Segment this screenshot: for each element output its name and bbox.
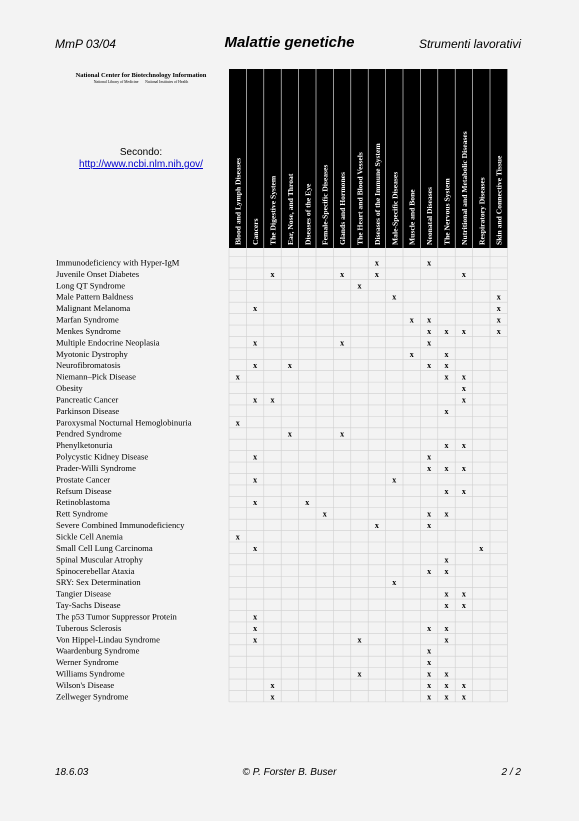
header-course-code: MmP 03/04 — [55, 37, 116, 51]
category-mark: x — [461, 601, 466, 611]
category-mark: x — [427, 338, 432, 348]
category-mark: x — [444, 692, 449, 702]
category-mark: x — [496, 304, 501, 314]
category-mark: x — [235, 418, 240, 428]
table-row — [56, 394, 466, 404]
table-row — [56, 417, 240, 427]
table-row — [56, 474, 396, 484]
table-row — [56, 600, 466, 610]
category-mark: x — [427, 315, 432, 325]
category-label: Skin and Connective Tissue — [494, 155, 504, 245]
table-row — [56, 452, 431, 462]
category-mark: x — [444, 349, 449, 359]
table-row — [56, 554, 449, 564]
category-mark: x — [444, 589, 449, 599]
disease-name: Pancreatic Cancer — [56, 394, 119, 405]
category-mark: x — [444, 372, 449, 382]
category-label: Cancers — [251, 218, 261, 245]
category-label: Glands and Hormones — [338, 171, 348, 245]
category-mark: x — [322, 509, 327, 519]
table-row — [56, 429, 344, 439]
table-row — [56, 406, 449, 416]
disease-name: SRY: Sex Determination — [56, 577, 141, 588]
category-mark: x — [444, 601, 449, 611]
category-mark: x — [253, 543, 258, 553]
logo-title: National Center for Biotechnology Information — [75, 72, 207, 79]
category-mark: x — [270, 269, 275, 279]
disease-name: Williams Syndrome — [56, 668, 125, 679]
source-link[interactable]: http://www.ncbi.nlm.nih.gov/ — [79, 159, 203, 170]
category-mark: x — [461, 486, 466, 496]
table-row — [56, 509, 449, 519]
category-mark: x — [427, 669, 432, 679]
category-mark: x — [253, 395, 258, 405]
category-mark: x — [409, 349, 414, 359]
category-mark: x — [392, 578, 397, 588]
table-row — [56, 589, 466, 599]
category-mark: x — [444, 361, 449, 371]
category-mark: x — [461, 692, 466, 702]
category-mark: x — [340, 429, 345, 439]
table-row — [56, 566, 449, 576]
disease-name: Prostate Cancer — [56, 474, 111, 485]
category-mark: x — [392, 475, 397, 485]
table-row — [56, 326, 501, 336]
disease-name: Parkinson Disease — [56, 405, 120, 416]
category-mark: x — [235, 532, 240, 542]
disease-name: Menkes Syndrome — [56, 325, 121, 336]
category-label: Diseases of the Eye — [303, 183, 313, 245]
table-row — [56, 303, 501, 313]
category-mark: x — [270, 692, 275, 702]
category-mark: x — [496, 292, 501, 302]
category-mark: x — [461, 384, 466, 394]
disease-name: Retinoblastoma — [56, 497, 110, 508]
category-mark: x — [427, 692, 432, 702]
category-mark: x — [253, 623, 258, 633]
disease-name: Myotonic Dystrophy — [56, 348, 128, 359]
category-mark: x — [444, 463, 449, 473]
disease-name: The p53 Tumor Suppressor Protein — [56, 611, 177, 622]
table-row — [56, 280, 362, 290]
category-mark: x — [270, 395, 275, 405]
disease-name: Spinocerebellar Ataxia — [56, 565, 135, 576]
table-row — [56, 646, 431, 656]
category-mark: x — [253, 338, 258, 348]
category-mark: x — [253, 498, 258, 508]
disease-name: Male Pattern Baldness — [56, 291, 134, 302]
disease-name: Waardenburg Syndrome — [56, 645, 140, 656]
category-mark: x — [427, 452, 432, 462]
category-label: The Nervous System — [442, 178, 452, 245]
disease-name: Von Hippel-Lindau Syndrome — [56, 634, 160, 645]
category-mark: x — [340, 338, 345, 348]
category-mark: x — [461, 680, 466, 690]
category-mark: x — [427, 680, 432, 690]
category-mark: x — [374, 521, 379, 531]
disease-name: Prader-Willi Syndrome — [56, 462, 136, 473]
table-row — [56, 349, 449, 359]
category-mark: x — [444, 441, 449, 451]
category-mark: x — [461, 441, 466, 451]
category-mark: x — [427, 361, 432, 371]
disease-name: Werner Syndrome — [56, 657, 119, 668]
category-mark: x — [461, 269, 466, 279]
category-mark: x — [374, 258, 379, 268]
category-mark: x — [374, 269, 379, 279]
disease-name: Severe Combined Immunodeficiency — [56, 520, 185, 531]
table-row — [56, 486, 466, 496]
category-mark: x — [427, 521, 432, 531]
category-mark: x — [444, 669, 449, 679]
disease-name: Polycystic Kidney Disease — [56, 451, 149, 462]
footer-author: © P. Forster B. Buser — [242, 767, 337, 778]
table-row — [56, 383, 466, 393]
category-label: Male-Specific Diseases — [390, 171, 400, 245]
disease-name: Marfan Syndrome — [56, 314, 119, 325]
table-row — [56, 611, 257, 621]
category-mark: x — [461, 463, 466, 473]
table-row — [56, 691, 466, 701]
category-mark: x — [444, 326, 449, 336]
category-mark: x — [479, 543, 484, 553]
table-row — [56, 520, 431, 530]
category-label: Ear, Nose, and Throat — [285, 173, 295, 245]
category-mark: x — [461, 372, 466, 382]
disease-name: Spinal Muscular Atrophy — [56, 554, 143, 565]
category-mark: x — [496, 326, 501, 336]
table-row — [56, 257, 431, 267]
category-mark: x — [444, 509, 449, 519]
category-mark: x — [461, 395, 466, 405]
category-label: Diseases of the Immune System — [372, 143, 382, 245]
disease-name: Obesity — [56, 383, 83, 394]
category-mark: x — [235, 372, 240, 382]
logo-sub-left: National Library of Medicine — [93, 80, 139, 84]
category-label: Neonatal Diseases — [425, 186, 435, 245]
table-row — [56, 543, 483, 553]
category-mark: x — [427, 566, 432, 576]
disease-name: Small Cell Lung Carcinoma — [56, 542, 153, 553]
footer-date: 18.6.03 — [55, 767, 89, 778]
category-mark: x — [340, 269, 345, 279]
disease-name: Niemann–Pick Disease — [56, 371, 136, 382]
category-mark: x — [253, 475, 258, 485]
disease-name: Long QT Syndrome — [56, 280, 126, 291]
footer-page-number: 2 / 2 — [501, 767, 521, 778]
category-label: Muscle and Bone — [407, 189, 417, 245]
category-mark: x — [253, 635, 258, 645]
category-label: The Heart and Blood Vessels — [355, 152, 365, 245]
category-mark: x — [444, 623, 449, 633]
disease-name: Paroxysmal Nocturnal Hemoglobinuria — [56, 417, 192, 428]
category-mark: x — [409, 315, 414, 325]
header-subtitle: Strumenti lavorativi — [418, 37, 521, 51]
category-label: Female-Specific Diseases — [320, 164, 330, 245]
disease-name: Zellweger Syndrome — [56, 691, 129, 702]
table-row — [56, 680, 466, 690]
category-label: Nutritional and Metabolic Diseases — [459, 131, 469, 245]
table-row — [56, 292, 501, 302]
category-mark: x — [444, 680, 449, 690]
table-row — [56, 463, 466, 473]
category-mark: x — [444, 566, 449, 576]
table-row — [56, 634, 449, 644]
category-mark: x — [357, 669, 362, 679]
category-mark: x — [444, 555, 449, 565]
category-mark: x — [427, 258, 432, 268]
page-title: Malattie genetiche — [224, 34, 355, 51]
table-row — [56, 669, 449, 679]
disease-name: Neurofibromatosis — [56, 360, 121, 371]
table-row — [56, 372, 466, 382]
disease-name: Pendred Syndrome — [56, 428, 122, 439]
disease-name: Phenylketonuria — [56, 440, 113, 451]
category-mark: x — [357, 635, 362, 645]
category-mark: x — [496, 315, 501, 325]
category-mark: x — [444, 406, 449, 416]
disease-name: Tuberous Sclerosis — [56, 622, 122, 633]
category-mark: x — [461, 326, 466, 336]
disease-name: Rett Syndrome — [56, 508, 108, 519]
disease-name: Immunodeficiency with Hyper-IgM — [56, 257, 180, 268]
category-mark: x — [305, 498, 310, 508]
category-mark: x — [427, 658, 432, 668]
category-mark: x — [461, 589, 466, 599]
category-mark: x — [427, 623, 432, 633]
category-mark: x — [253, 452, 258, 462]
table-row — [56, 337, 431, 347]
disease-name: Tay-Sachs Disease — [56, 600, 121, 611]
disease-name: Tangier Disease — [56, 588, 111, 599]
table-row — [56, 360, 449, 370]
category-mark: x — [357, 281, 362, 291]
source-label: Secondo: — [119, 147, 163, 158]
disease-name: Multiple Endocrine Neoplasia — [56, 337, 160, 348]
category-mark: x — [392, 292, 397, 302]
category-mark: x — [444, 486, 449, 496]
logo-sub-right: National Institutes of Health — [145, 80, 189, 84]
category-label: Blood and Lymph Diseases — [233, 157, 243, 245]
category-mark: x — [287, 361, 292, 371]
category-mark: x — [427, 509, 432, 519]
disease-name: Wilson's Disease — [56, 679, 115, 690]
category-mark: x — [427, 646, 432, 656]
table-row — [56, 577, 396, 587]
table-row — [56, 269, 466, 279]
disease-name: Malignant Melanoma — [56, 303, 131, 314]
disease-name: Sickle Cell Anemia — [56, 531, 123, 542]
table-row — [56, 315, 501, 325]
category-mark: x — [427, 326, 432, 336]
disease-name: Refsum Disease — [56, 485, 112, 496]
category-mark: x — [287, 429, 292, 439]
table-row — [56, 657, 431, 667]
category-mark: x — [444, 635, 449, 645]
category-mark: x — [253, 304, 258, 314]
category-label: The Digestive System — [268, 175, 278, 245]
category-label: Respiratory Diseases — [477, 177, 487, 245]
table-row — [56, 532, 240, 542]
table-row — [56, 440, 466, 450]
category-mark: x — [253, 361, 258, 371]
table-row — [56, 623, 449, 633]
table-row — [56, 497, 309, 507]
category-mark: x — [427, 463, 432, 473]
category-mark: x — [270, 680, 275, 690]
category-mark: x — [253, 612, 258, 622]
disease-name: Juvenile Onset Diabetes — [56, 268, 140, 279]
